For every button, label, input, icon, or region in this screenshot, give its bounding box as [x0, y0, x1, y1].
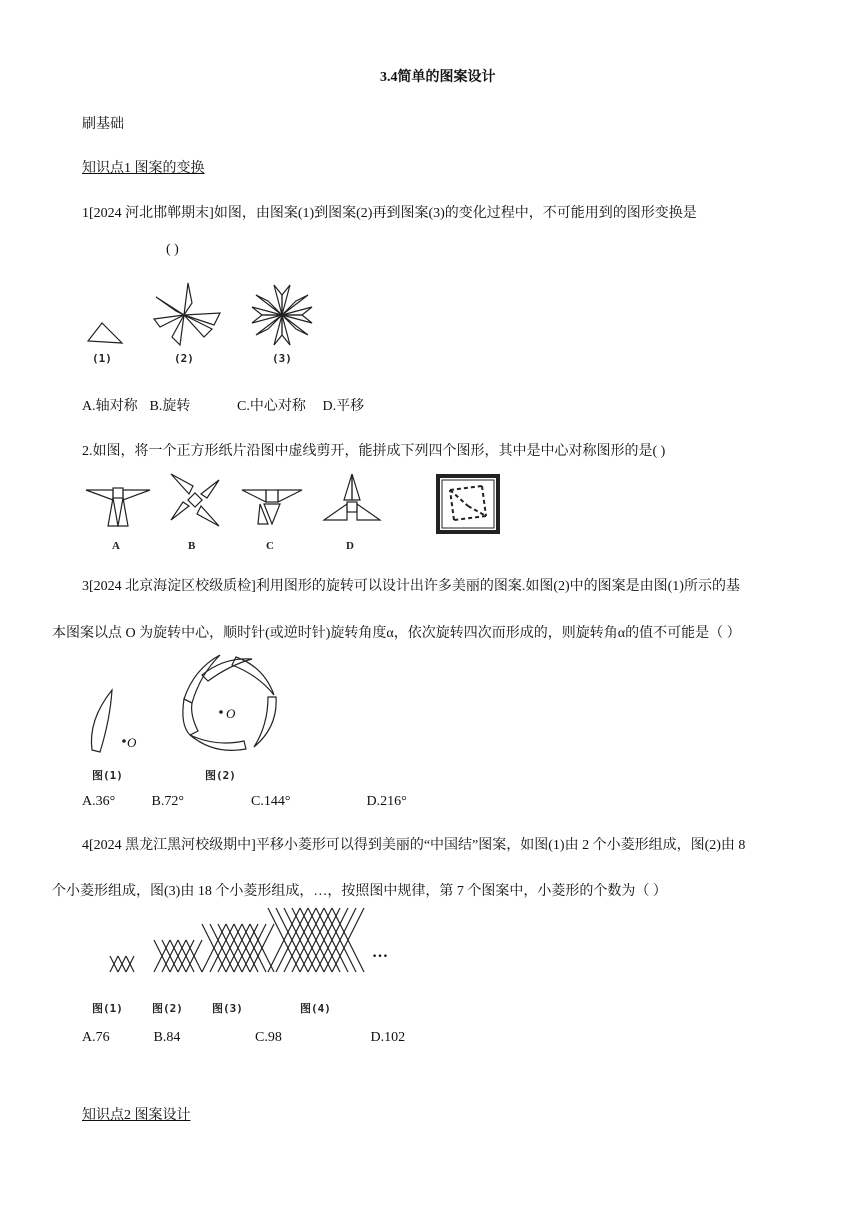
q4-fig-label-2: 图(2) — [152, 1002, 183, 1015]
q4-option-c[interactable]: C.98 — [255, 1030, 282, 1045]
q3-fig-label-1: 图(1) — [92, 769, 123, 782]
q2-shape-a — [86, 488, 150, 526]
q4-options — [82, 1030, 405, 1046]
q3-point-o-label-2: O — [226, 706, 236, 721]
q3-stem-line2: 本图案以点 O 为旋转中心，顺时针(或逆时针)旋转角度α，依次旋转四次而形成的，则旋转角α的值不可能是（ ） — [52, 626, 741, 641]
q4-stem-line2: 个小菱形组成，图(3)由 18 个小菱形组成，…，按照图中规律，第 7 个图案中，小菱形的个数为（ ） — [52, 884, 667, 899]
knowledge-point-2: 知识点2 图案设计 — [82, 1108, 191, 1123]
q1-fig-label-2: (2) — [174, 352, 194, 365]
q2-stem: 2.如图，将一个正方形纸片沿图中虚线剪开，能拼成下列四个图形，其中是中心对称图形的是( ) — [82, 444, 666, 459]
q2-label-d: D — [346, 540, 354, 552]
q4-fig-label-3: 图(3) — [212, 1002, 243, 1015]
q4-figure — [90, 910, 410, 992]
q1-basic-triangle — [88, 323, 122, 343]
q4-fig-label-1: 图(1) — [92, 1002, 123, 1015]
q2-shape-d — [324, 474, 380, 520]
q3-option-d[interactable]: D.216° — [366, 794, 407, 809]
q3-point-o-label: O — [127, 735, 137, 750]
q3-basic-crescent — [91, 690, 112, 752]
q4-stem-line1: 4[2024 黑龙江黑河校级期中]平移小菱形可以得到美丽的“中国结”图案，如图(1)由 2 个小菱形组成，图(2)由 8 — [82, 838, 746, 853]
q3-option-c[interactable]: C.144° — [251, 794, 291, 809]
q1-options — [82, 395, 364, 415]
section-label: 刷基础 — [82, 117, 124, 132]
q1-option-c[interactable]: C.中心对称 — [237, 399, 306, 414]
q1-stem: 1[2024 河北邯郸期末]如图，由图案(1)到图案(2)再到图案(3)的变化过程中，不可能用到的图形变换是 — [82, 206, 697, 221]
q2-figure — [80, 470, 510, 540]
q3-rotated-pattern — [183, 655, 276, 750]
q2-shape-b — [171, 474, 219, 526]
q1-option-a[interactable]: A.轴对称 — [82, 399, 138, 414]
q1-fig-label-1: (1) — [92, 352, 112, 365]
q4-knot-pattern-3 — [202, 924, 274, 972]
q4-option-a[interactable]: A.76 — [82, 1030, 110, 1045]
q1-option-d[interactable]: D.平移 — [322, 399, 365, 414]
knowledge-point-1: 知识点1 图案的变换 — [82, 161, 205, 176]
q4-knot-pattern-2 — [154, 940, 202, 972]
q1-option-b[interactable]: B.旋转 — [149, 399, 191, 414]
q4-option-d[interactable]: D.102 — [370, 1030, 406, 1045]
q1-pinwheel-shape — [154, 283, 220, 345]
q4-option-b[interactable]: B.84 — [153, 1030, 181, 1045]
q3-figure — [80, 650, 320, 760]
q1-fig-label-3: (3) — [272, 352, 292, 365]
q3-option-b[interactable]: B.72° — [151, 794, 184, 809]
q3-option-a[interactable]: A.36° — [82, 794, 116, 809]
q4-knot-pattern-1 — [110, 956, 134, 972]
q3-fig-label-2: 图(2) — [205, 769, 236, 782]
q4-knot-pattern-4 — [268, 908, 364, 972]
q4-ellipsis: … — [372, 944, 388, 961]
q2-label-a: A — [112, 540, 120, 552]
q2-label-b: B — [188, 540, 196, 552]
q2-shape-c — [242, 490, 302, 524]
page-title: 3.4简单的图案设计 — [380, 70, 496, 85]
q1-snowflake-shape — [252, 285, 312, 345]
q1-answer-bracket: ( ) — [166, 242, 179, 257]
q3-stem-line1: 3[2024 北京海淀区校级质检]利用图形的旋转可以设计出许多美丽的图案.如图(2)中的图案是由图(1)所示的基 — [82, 579, 740, 594]
q1-figure — [80, 285, 340, 345]
q2-dashed-square — [438, 476, 498, 532]
q3-options — [82, 794, 407, 810]
q2-label-c: C — [266, 540, 274, 552]
q4-fig-label-4: 图(4) — [300, 1002, 331, 1015]
